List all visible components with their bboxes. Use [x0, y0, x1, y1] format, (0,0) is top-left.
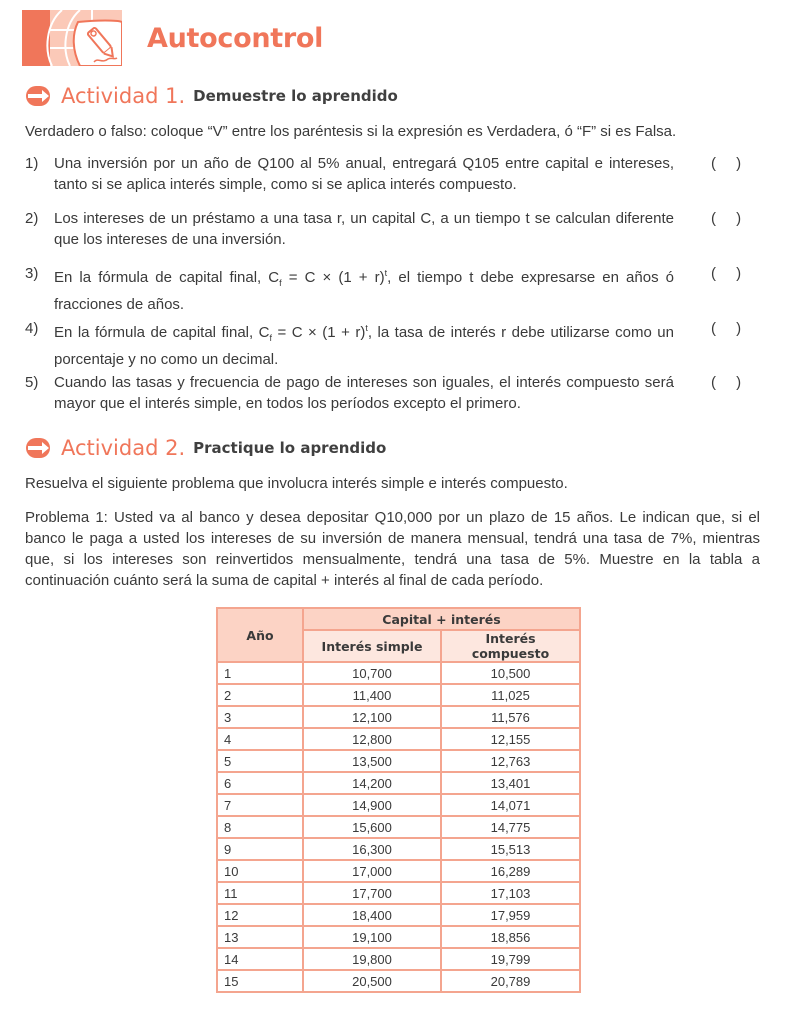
table-row: 7 14,900 14,071 [217, 794, 580, 816]
globe-pencil-icon [22, 10, 122, 66]
table-row: 11 17,700 17,103 [217, 882, 580, 904]
true-false-item-1 [25, 153, 765, 195]
item-number: 1) [25, 155, 39, 172]
table-row: 10 17,000 16,289 [217, 860, 580, 882]
item-number: 5) [25, 374, 39, 391]
answer-blank[interactable]: ( ) [711, 210, 750, 227]
item-text: Cuando las tasas y frecuencia de pago de intereses son iguales, el interés compuesto será mayor que el interés simple, en todos los períodos excepto el primero. [54, 374, 674, 412]
item-number: 3) [25, 265, 39, 282]
activity-2-heading [25, 436, 386, 460]
activity-1-subtitle: Demuestre lo aprendido [193, 87, 398, 105]
table-row: 13 19,100 18,856 [217, 926, 580, 948]
answer-blank[interactable]: ( ) [711, 374, 750, 391]
page-title: Autocontrol [147, 22, 324, 54]
true-false-item-4 [25, 318, 765, 370]
header-year: Año [217, 608, 303, 662]
activity-2-subtitle: Practique lo aprendido [193, 439, 387, 457]
true-false-item-2 [25, 208, 765, 250]
answer-blank[interactable]: ( ) [711, 320, 750, 337]
answer-blank[interactable]: ( ) [711, 155, 750, 172]
arrow-right-circle-icon [25, 437, 55, 459]
table-row: 12 18,400 17,959 [217, 904, 580, 926]
header-compound-interest: Interés compuesto [441, 630, 580, 662]
page-header [22, 10, 323, 66]
table-row: 3 12,100 11,576 [217, 706, 580, 728]
true-false-item-5 [25, 372, 765, 414]
table-row: 8 15,600 14,775 [217, 816, 580, 838]
item-text: Los intereses de un préstamo a una tasa r, un capital C, a un tiempo t se calculan diferente que los intereses de una inversión. [54, 210, 674, 248]
table-row: 1 10,700 10,500 [217, 662, 580, 684]
table-row: 14 19,800 19,799 [217, 948, 580, 970]
capital-interest-table [216, 607, 581, 993]
activity-1-instructions: Verdadero o falso: coloque “V” entre los paréntesis si la expresión es Verdadera, ó “F” si es Falsa. [25, 123, 677, 140]
activity-1-heading [25, 84, 398, 108]
item-text: En la fórmula de capital final, $C_f = C \times (1 + r)^t$, la tasa de interés r debe utilizarse como un porcentaje y no como un decimal. [54, 323, 674, 368]
arrow-right-circle-icon [25, 85, 55, 107]
activity-1-label: Actividad 1. [61, 84, 186, 108]
table-row: 4 12,800 12,155 [217, 728, 580, 750]
problem-statement: Problema 1: Usted va al banco y desea depositar Q10,000 por un plazo de 15 años. Le indican que, si el banco le paga a usted los intereses de su inversión de manera mensual, tendrá una tasa de 7%, mientras que, si los intereses son reinvertidos mensualmente, tendrá una tasa de 5%. Muestre en la tabla a continuación cuánto será la suma de capital + interés al final de cada período. [25, 509, 760, 589]
activity-2-label: Actividad 2. [61, 436, 186, 460]
item-text: Una inversión por un año de Q100 al 5% anual, entregará Q105 entre capital e intereses, tanto si se aplica interés simple, como si se aplica interés compuesto. [54, 155, 674, 193]
activity-2-instructions: Resuelva el siguiente problema que involucra interés simple e interés compuesto. [25, 475, 568, 492]
header-simple-interest: Interés simple [303, 630, 441, 662]
table-row: 5 13,500 12,763 [217, 750, 580, 772]
item-text: En la fórmula de capital final, $C_f = C \times (1 + r)^t$, el tiempo t debe expresarse en años ó fracciones de años. [54, 268, 674, 313]
header-capital-interest: Capital + interés [303, 608, 580, 630]
item-number: 2) [25, 210, 39, 227]
table-row: 15 20,500 20,789 [217, 970, 580, 992]
true-false-item-3 [25, 263, 765, 315]
answer-blank[interactable]: ( ) [711, 265, 750, 282]
item-number: 4) [25, 320, 39, 337]
table-row: 9 16,300 15,513 [217, 838, 580, 860]
table-row: 2 11,400 11,025 [217, 684, 580, 706]
table-row: 6 14,200 13,401 [217, 772, 580, 794]
